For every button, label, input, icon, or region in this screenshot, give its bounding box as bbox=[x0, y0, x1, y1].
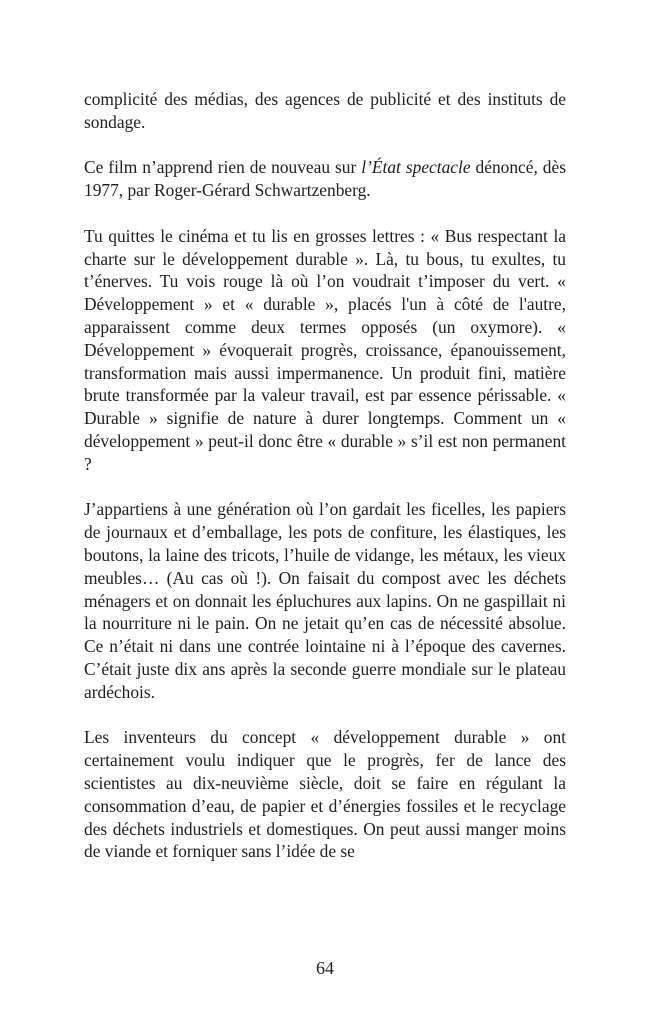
paragraph-3: Tu quittes le cinéma et tu lis en grosses lettres : « Bus respectant la charte sur le développement durable ». Là, tu bous, tu exultes, tu t’énerves. Tu vois rouge là où l’on voudrait t’imposer du vert. « Développement » et « durable », placés l'un à côté de l'autre, apparaissent comme deux termes opposés (un oxymore). « Développement » évoquerait progrès, croissance, épanouissement, transformation mais aussi impermanence. Un produit fini, matière brute transformée par la valeur travail, est par essence périssable. « Durable » signifie de nature à durer longtemps. Comment un « développement » peut-il donc être « durable » s’il est non permanent ? bbox=[84, 225, 566, 474]
page-body bbox=[84, 88, 566, 863]
paragraph-5: Les inventeurs du concept « développement durable » ont certainement voulu indiquer que le progrès, fer de lance des scientistes au dix-neuvième siècle, doit se faire en régulant la consommation d’eau, de papier et d’énergies fossiles et le recyclage des déchets industriels et domestiques. On peut aussi manger moins de viande et forniquer sans l’idée de se bbox=[84, 727, 566, 862]
paragraph-2-start: Ce film n’apprend rien de nouveau sur bbox=[84, 157, 362, 178]
paragraph-1: complicité des médias, des agences de publicité et des instituts de sondage. bbox=[84, 89, 566, 132]
paragraph-2 bbox=[84, 156, 566, 202]
page-number: 64 bbox=[316, 958, 334, 978]
paragraph-2-end: dénoncé, dès 1977, par Roger-Gérard Schwartzenberg. bbox=[84, 157, 566, 201]
book-title: l’État spectacle bbox=[361, 157, 471, 178]
paragraph-4: J’appartiens à une génération où l’on gardait les ficelles, les papiers de journaux et d’emballage, les pots de confiture, les élastiques, les boutons, la laine des tricots, l’huile de vidange, les métaux, les vieux meubles… (Au cas où !). On faisait du compost avec les déchets ménagers et on donnait les épluchures aux lapins. On ne gaspillait ni la nourriture ni le pain. On ne jetait qu’en cas de nécessité absolue. Ce n’était ni dans une contrée lointaine ni à l’époque des cavernes. C’était juste dix ans après la seconde guerre mondiale sur le plateau ardéchois. bbox=[84, 499, 566, 702]
